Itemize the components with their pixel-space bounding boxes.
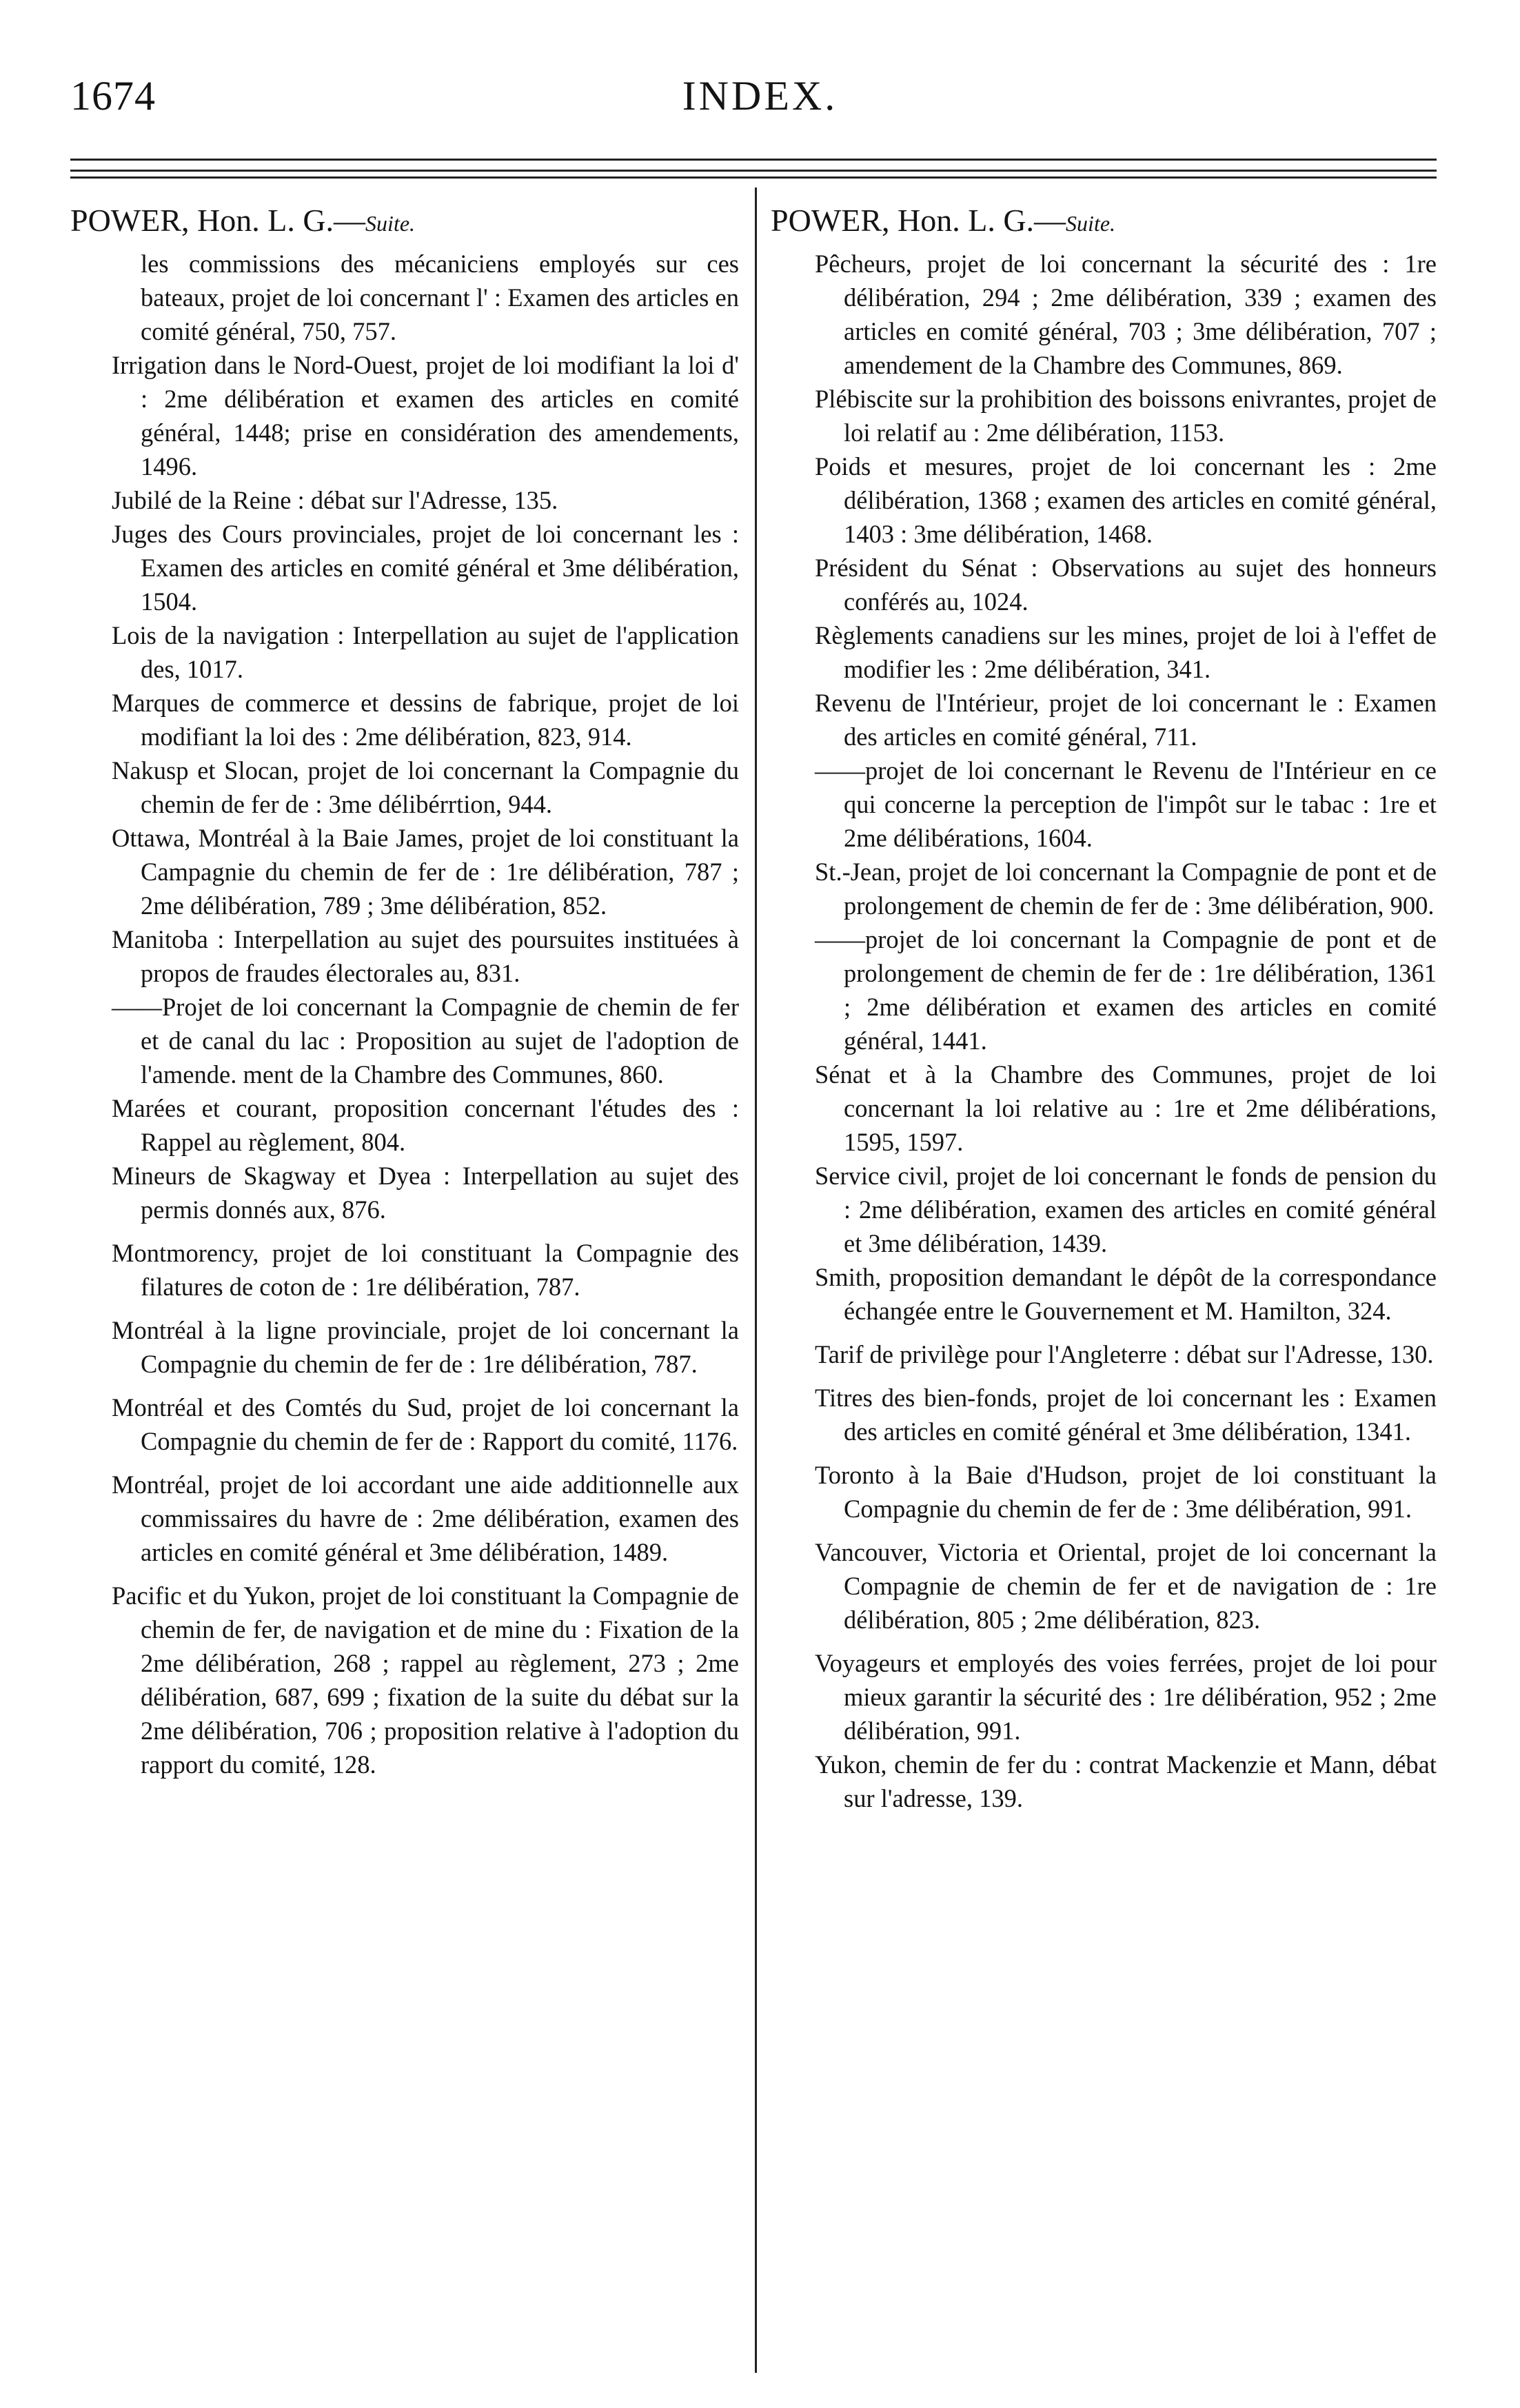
index-entry: Montmorency, projet de loi constituant la Compagnie des filatures de coton de : 1re délibération, 787. [112,1239,739,1301]
index-entry: Jubilé de la Reine : débat sur l'Adresse, 135. [112,486,558,514]
index-entry: Toronto à la Baie d'Hudson, projet de loi constituant la Compagnie du chemin de fer de : 3me délibération, 991. [815,1461,1437,1523]
index-entry: Voyageurs et employés des voies ferrées, projet de loi pour mieux garantir la sécurité des : 1re délibération, 952 ; 2me délibération, 991. [815,1649,1437,1745]
header-rule-middle [70,170,1437,172]
index-entry: Président du Sénat : Observations au sujet des honneurs conférés au, 1024. [815,554,1437,616]
index-entry: Irrigation dans le Nord-Ouest, projet de loi modifiant la loi d' : 2me délibération et examen des articles en comité général, 1448; prise en considération des amendements, 1496. [112,351,739,480]
index-entry: Marées et courant, proposition concernant l'études des : Rappel au règlement, 804. [112,1094,739,1156]
left-column [70,200,739,1781]
page-header [0,0,1520,138]
index-entry: Vancouver, Victoria et Oriental, projet de loi concernant la Compagnie de chemin de fer et de navigation de : 1re délibération, 805 ; 2me délibération, 823. [815,1538,1437,1634]
index-entry: St.-Jean, projet de loi concernant la Compagnie de pont et de prolongement de chemin de fer de : 3me délibération, 900. [815,858,1437,920]
column-heading [70,200,739,244]
heading-suite: Suite. [1066,211,1116,236]
header-rule-bottom [70,176,1437,179]
heading-name: POWER, Hon. L. G.— [771,203,1066,238]
index-entry: Règlements canadiens sur les mines, projet de loi à l'effet de modifier les : 2me délibération, 341. [815,621,1437,683]
header-rule-top [70,159,1437,161]
index-entry: Nakusp et Slocan, projet de loi concernant la Compagnie du chemin de fer de : 3me délibérrtion, 944. [112,756,739,818]
index-entry: Poids et mesures, projet de loi concernant les : 2me délibération, 1368 ; examen des articles en comité général, 1403 : 3me délibération, 1468. [815,452,1437,548]
index-entry: Pêcheurs, projet de loi concernant la sécurité des : 1re délibération, 294 ; 2me délibération, 339 ; examen des articles en comité général, 703 ; 3me délibération, 707 ; amendement de la Chambre des Communes, 869. [815,250,1437,379]
index-entry: Sénat et à la Chambre des Communes, projet de loi concernant la loi relative au : 1re et 2me délibérations, 1595, 1597. [815,1060,1437,1156]
column-heading [771,200,1437,244]
index-entry: Montréal, projet de loi accordant une aide additionnelle aux commissaires du havre de : 2me délibération, examen des articles en comité général et 3me délibération, 1489. [112,1470,739,1566]
index-entry: Montréal à la ligne provinciale, projet de loi concernant la Compagnie du chemin de fer de : 1re délibération, 787. [112,1316,739,1378]
right-column [771,200,1437,1815]
column-divider [755,188,757,2373]
index-entry: Yukon, chemin de fer du : contrat Mackenzie et Mann, débat sur l'adresse, 139. [815,1750,1437,1812]
index-entry: Marques de commerce et dessins de fabrique, projet de loi modifiant la loi des : 2me délibération, 823, 914. [112,689,739,751]
index-entry: Titres des bien-fonds, projet de loi concernant les : Examen des articles en comité général et 3me délibération, 1341. [815,1384,1437,1446]
heading-name: POWER, Hon. L. G.— [70,203,366,238]
index-entry: Service civil, projet de loi concernant le fonds de pension du : 2me délibération, examen des articles en comité général et 3me délibération, 1439. [815,1162,1437,1257]
index-entry: Pacific et du Yukon, projet de loi constituant la Compagnie de chemin de fer, de navigation et de mine du : Fixation de la 2me délibération, 268 ; rappel au règlement, 273 ; 2me délibération, 687, 699 ; fixation de la suite du débat sur la 2me délibération, 706 ; proposition relative à l'adoption du rapport du comité, 128. [112,1581,739,1779]
index-entry: les commissions des mécaniciens employés sur ces bateaux, projet de loi concernant l' : Examen des articles en comité général, 750, 757. [141,250,739,345]
index-entry: Ottawa, Montréal à la Baie James, projet de loi constituant la Campagnie du chemin de fer de : 1re délibération, 787 ; 2me délibération, 789 ; 3me délibération, 852. [112,824,739,920]
index-entry: Revenu de l'Intérieur, projet de loi concernant le : Examen des articles en comité général, 711. [815,689,1437,751]
index-entry: Tarif de privilège pour l'Angleterre : débat sur l'Adresse, 130. [815,1340,1434,1368]
index-entry: Manitoba : Interpellation au sujet des poursuites instituées à propos de fraudes électorales au, 831. [112,925,739,987]
index-entry: ——projet de loi concernant le Revenu de l'Intérieur en ce qui concerne la perception de l'impôt sur le tabac : 1re et 2me délibérations, 1604. [815,756,1437,852]
index-entry: Mineurs de Skagway et Dyea : Interpellation au sujet des permis donnés aux, 876. [112,1162,739,1224]
index-entry: Juges des Cours provinciales, projet de loi concernant les : Examen des articles en comité général et 3me délibération, 1504. [112,520,739,616]
index-entry: ——projet de loi concernant la Compagnie de pont et de prolongement de chemin de fer de : 1re délibération, 1361 ; 2me délibération et examen des articles en comité général, 1441. [815,925,1437,1055]
index-entry: Lois de la navigation : Interpellation au sujet de l'application des, 1017. [112,621,739,683]
page-number: 1674 [70,73,156,119]
running-title: INDEX. [682,73,838,119]
index-entry: Plébiscite sur la prohibition des boissons enivrantes, projet de loi relatif au : 2me délibération, 1153. [815,385,1437,447]
heading-suite: Suite. [365,211,416,236]
index-entry: Montréal et des Comtés du Sud, projet de loi concernant la Compagnie du chemin de fer de : Rapport du comité, 1176. [112,1393,739,1455]
index-entry: Smith, proposition demandant le dépôt de la correspondance échangée entre le Gouvernement et M. Hamilton, 324. [815,1263,1437,1325]
index-entry: ——Projet de loi concernant la Compagnie de chemin de fer et de canal du lac : Proposition au sujet de l'adoption de l'amende. ment de la Chambre des Communes, 860. [112,993,739,1089]
